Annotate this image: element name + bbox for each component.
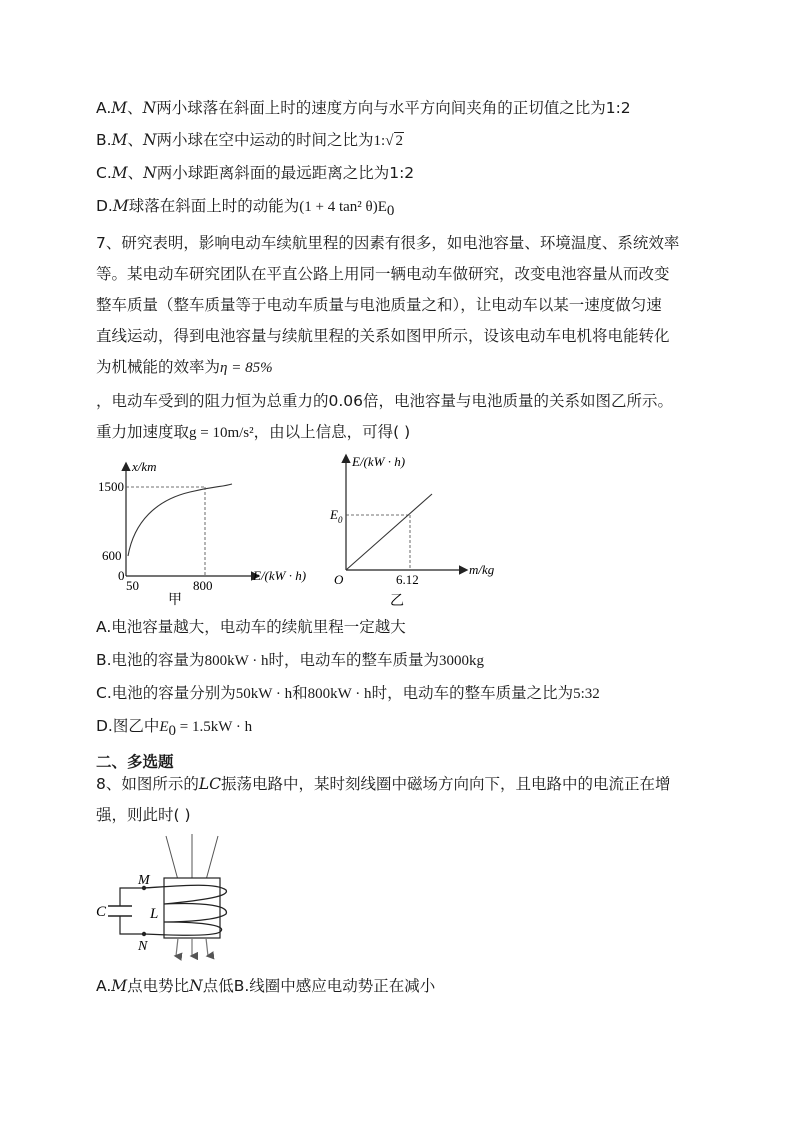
q8-options-ab: A.M点电势比N点低B.线圈中感应电动势正在减小 [96, 977, 436, 995]
q7-stem-line-5: 为机械能的效率为η = 85% [96, 358, 273, 376]
q7-stem-line-7: 重力加速度取g = 10m/s²，由以上信息，可得( ) [96, 423, 411, 441]
label-l: L [150, 906, 159, 922]
sqrt-symbol: √ 2 [385, 133, 403, 149]
q7-option-a: A.电池容量越大，电动车的续航里程一定越大 [96, 618, 406, 636]
q8-stem-line-1: 8、如图所示的LC振荡电路中，某时刻线圈中磁场方向向下，且电路中的电流正在增 [96, 775, 671, 793]
figure-yi [324, 450, 514, 612]
q6-option-b: B.M、N两小球在空中运动的时间之比为1:√ 2 [96, 131, 403, 149]
q6-option-a: A.M、N两小球落在斜面上时的速度方向与水平方向间夹角的正切值之比为1:2 [96, 99, 631, 117]
q7-option-b: B.电池的容量为800kW · h时，电动车的整车质量为3000kg [96, 651, 484, 669]
jia-ytick-0: 0 [118, 568, 125, 583]
q7-option-d: D.图乙中$E_0 = 1.5kW \cdot h$ [96, 717, 253, 740]
jia-ytick-600: 600 [102, 548, 122, 563]
jia-ylabel: x/km [132, 459, 157, 474]
label-c: C [96, 904, 107, 920]
field-arrow-left [176, 938, 178, 956]
label-n: N [138, 939, 148, 954]
q6-option-c: C.M、N两小球距离斜面的最远距离之比为1:2 [96, 164, 415, 182]
figure-jia [90, 452, 320, 612]
yi-ytick-e0: $E_0$ [330, 507, 343, 525]
jia-caption: 甲 [168, 593, 182, 608]
q7-stem-line-3: 整车质量（整车质量等于电动车质量与电池质量之和），让电动车以某一速度做匀速 [96, 296, 662, 314]
yi-ylabel: E/(kW · h) [352, 454, 406, 469]
field-line-right [206, 836, 218, 880]
yi-line [346, 494, 432, 570]
jia-ytick-1500: 1500 [98, 479, 124, 494]
wire-bottom [120, 916, 144, 934]
q7-stem-line-4: 直线运动，得到电池容量与续航里程的关系如图甲所示，设该电动车电机将电能转化 [96, 327, 670, 345]
yi-xlabel: m/kg [469, 562, 495, 577]
section-heading-multi-choice: 二、多选题 [96, 753, 174, 771]
q7-stem-line-2: 等。某电动车研究团队在平直公路上用同一辆电动车做研究，改变电池容量从而改变 [96, 265, 670, 283]
jia-xtick-800: 800 [193, 578, 213, 593]
jia-xtick-50: 50 [126, 578, 139, 593]
field-arrow-right [206, 938, 208, 956]
yi-xtick: 6.12 [396, 572, 419, 587]
jia-xlabel: E/(kW · h) [253, 568, 307, 583]
wire-top [120, 888, 144, 906]
field-line-left [166, 836, 178, 880]
jia-curve [128, 484, 232, 556]
label-m: M [138, 873, 150, 888]
q7-stem-line-6: ，电动车受到的阻力恒为总重力的0.06倍，电池容量与电池质量的关系如图乙所示。 [96, 392, 674, 410]
q8-stem-line-2: 强，则此时( ) [96, 806, 191, 824]
yi-origin: O [334, 572, 344, 587]
q7-option-c: C.电池的容量分别为50kW · h和800kW · h时，电动车的整车质量之比为5:32 [96, 684, 600, 702]
q7-stem-line-1: 7、研究表明，影响电动车续航里程的因素有很多，如电池容量、环境温度、系统效率 [96, 234, 680, 252]
q6-option-d: D.M球落在斜面上时的动能为(1 + 4 tan² $\theta)E_0$ [96, 197, 395, 220]
coil-core [164, 878, 220, 938]
lc-circuit-figure [96, 832, 246, 964]
yi-caption: 乙 [390, 594, 404, 609]
